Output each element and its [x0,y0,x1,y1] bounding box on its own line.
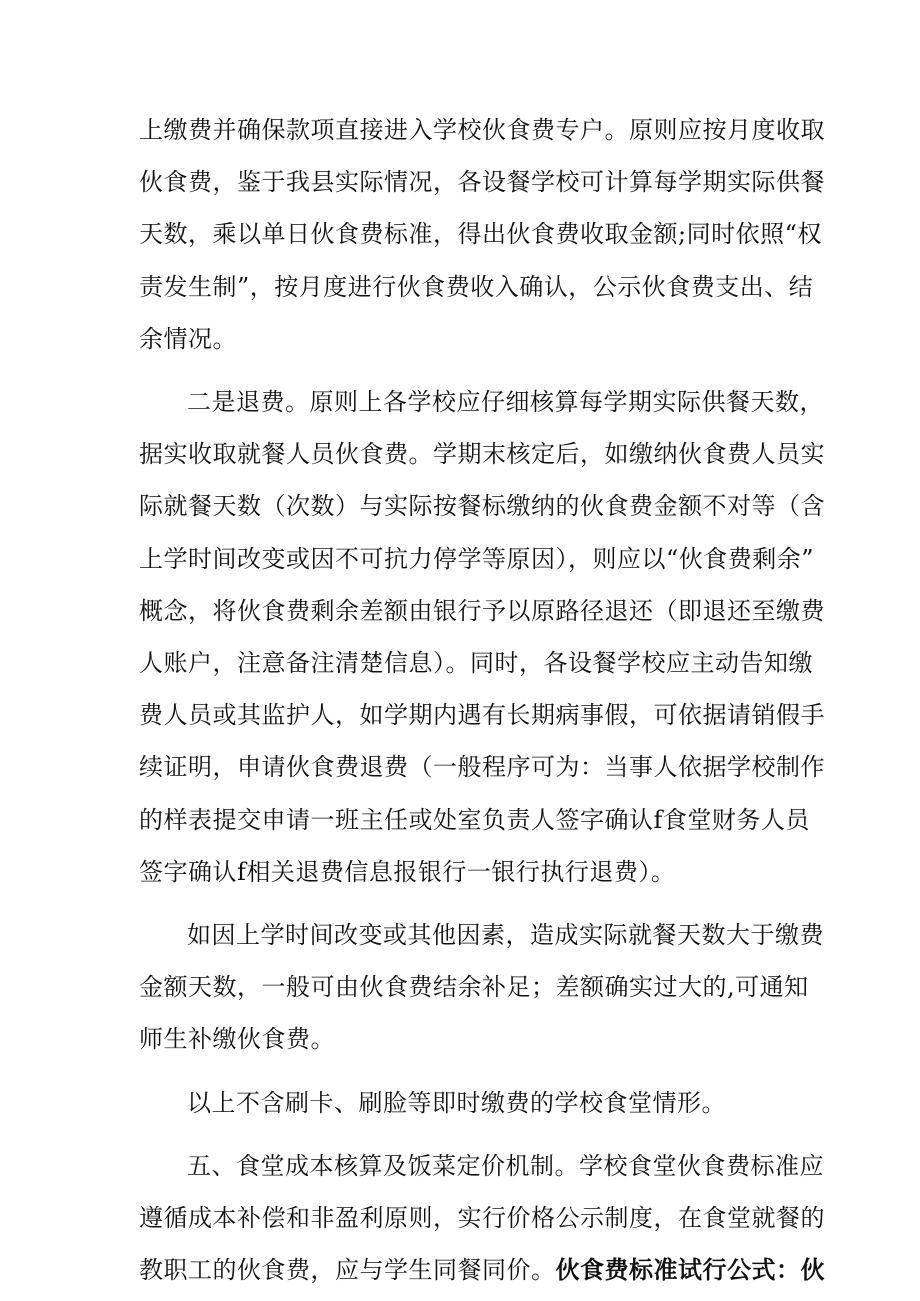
text-line: 概念，将伙食费剩余差额由银行予以原路径退还（即退还至缴费 [139,596,825,625]
text-bold-formula-heading: 伙食费标准试行公式：伙 [555,1255,825,1285]
text-line: 据实收取就餐人员伙食费。学期末核定后，如缴纳伙食费人员实 [139,440,825,469]
paragraph-4 [139,1077,787,1129]
text-line: 五、食堂成本核算及饭菜定价机制。学校食堂伙食费标准应 [187,1151,824,1180]
text-line: 上缴费并确保款项直接进入学校伙食费专户。原则应按月度收取 [139,116,825,144]
text-line: 续证明，申请伙食费退费（一般程序可为：当事人依据学校制作 [139,753,825,782]
text-line: 际就餐天数（次数）与实际按餐标缴纳的伙食费金额不对等（含 [139,492,825,521]
text-line: 师生补缴伙食费。 [139,1025,335,1054]
text-line: 余情况。 [139,324,237,353]
text-line: 的样表提交申请一班主任或处室负责人签字确认f食堂财务人员 [139,805,810,834]
text-line: 上学时间改变或因不可抗力停学等原因），则应以“伙食费剩余” [139,544,815,573]
text-line-mixed [139,1244,825,1296]
text-line: 伙食费，鉴于我县实际情况，各设餐学校可计算每学期实际供餐 [139,168,825,197]
text-line: 费人员或其监护人，如学期内遇有长期病事假，可依据请销假手 [139,701,825,730]
text-line: 金额天数，一般可由伙食费结余补足；差额确实过大的,可通知 [139,973,809,1002]
document-body [139,104,825,1296]
paragraph-2 [139,376,825,898]
text-line: 以上不含刷卡、刷脸等即时缴费的学校食堂情形。 [187,1088,726,1117]
text-line: 天数，乘以单日伙食费标准，得出伙食费收取金额;同时依照“权 [139,220,822,249]
text-line: 二是退费。原则上各学校应仔细核算每学期实际供餐天数， [187,388,824,417]
text-line: 签字确认f相关退费信息报银行一银行执行退费）。 [139,857,676,886]
paragraph-3 [139,909,824,1066]
text-line: 责发生制”，按月度进行伙食费收入确认，公示伙食费支出、结 [139,272,814,301]
paragraph-1 [139,104,825,365]
text-line: 人账户，注意备注清楚信息）。同时，各设餐学校应主动告知缴 [139,649,813,678]
paragraph-5 [139,1140,825,1297]
text-line: 如因上学时间改变或其他因素，造成实际就餐天数大于缴费 [187,921,824,950]
text-line: 遵循成本补偿和非盈利原则，实行价格公示制度，在食堂就餐的 [139,1204,825,1233]
text-normal: 教职工的伙食费，应与学生同餐同价。 [139,1256,556,1285]
